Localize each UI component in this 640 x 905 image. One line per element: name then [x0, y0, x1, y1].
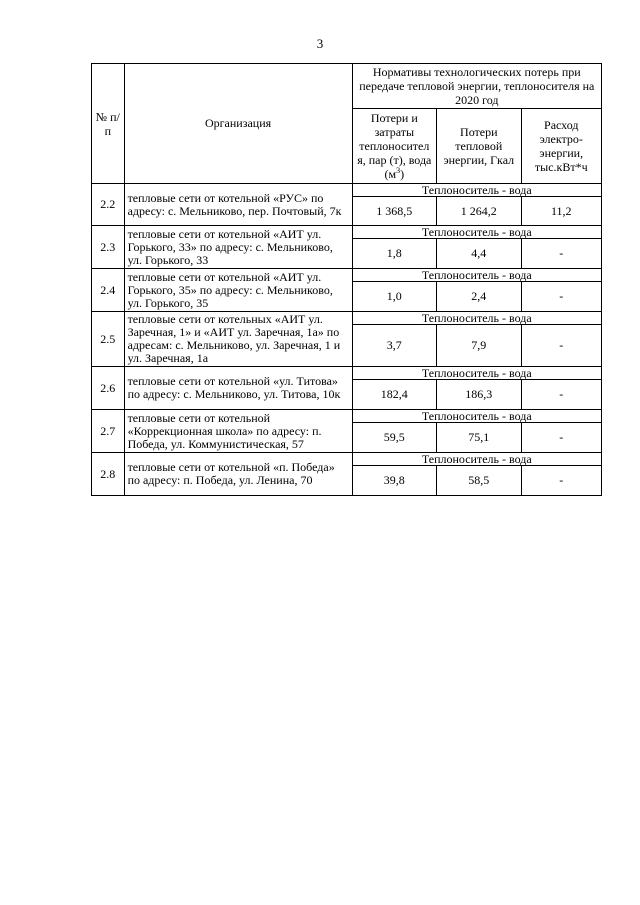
- organization-cell: тепловые сети от котельной «АИТ ул. Горького, 33» по адресу: с. Мельниково, ул. Горького, 33: [124, 226, 352, 269]
- heat-loss-value: 2,4: [437, 282, 521, 312]
- coolant-loss-value: 39,8: [352, 466, 436, 496]
- medium-cell: Теплоноситель - вода: [352, 184, 601, 197]
- table-row: [92, 226, 602, 239]
- norms-table: [91, 63, 602, 496]
- heat-loss-value: 75,1: [437, 423, 521, 453]
- organization-cell: тепловые сети от котельной «АИТ ул. Горького, 35» по адресу: с. Мельниково, ул. Горького, 35: [124, 269, 352, 312]
- page-number: 3: [316, 36, 324, 51]
- table-row: [92, 453, 602, 466]
- heat-loss-value: 186,3: [437, 380, 521, 410]
- electricity-value: -: [521, 325, 601, 367]
- coolant-loss-value: 182,4: [352, 380, 436, 410]
- table-row: [92, 269, 602, 282]
- header-num: № п/п: [92, 64, 125, 184]
- organization-cell: тепловые сети от котельной «Коррекционная школа» по адресу: п. Победа, ул. Коммунистическая, 57: [124, 410, 352, 453]
- medium-cell: Теплоноситель - вода: [352, 269, 601, 282]
- row-number: 2.8: [92, 453, 125, 496]
- header-electricity: Расход электро-энергии, тыс.кВт*ч: [521, 109, 601, 184]
- heat-loss-value: 4,4: [437, 239, 521, 269]
- row-number: 2.4: [92, 269, 125, 312]
- row-number: 2.2: [92, 184, 125, 226]
- coolant-loss-value: 1,8: [352, 239, 436, 269]
- organization-cell: тепловые сети от котельной «п. Победа» по адресу: п. Победа, ул. Ленина, 70: [124, 453, 352, 496]
- electricity-value: -: [521, 380, 601, 410]
- coolant-loss-value: 1 368,5: [352, 197, 436, 226]
- medium-cell: Теплоноситель - вода: [352, 226, 601, 239]
- coolant-loss-value: 59,5: [352, 423, 436, 453]
- coolant-loss-value: 1,0: [352, 282, 436, 312]
- coolant-loss-value: 3,7: [352, 325, 436, 367]
- row-number: 2.5: [92, 312, 125, 367]
- row-number: 2.7: [92, 410, 125, 453]
- table-row: [92, 312, 602, 325]
- table-row: [92, 367, 602, 380]
- electricity-value: -: [521, 423, 601, 453]
- electricity-value: -: [521, 239, 601, 269]
- row-number: 2.3: [92, 226, 125, 269]
- heat-loss-value: 58,5: [437, 466, 521, 496]
- electricity-value: -: [521, 282, 601, 312]
- medium-cell: Теплоноситель - вода: [352, 453, 601, 466]
- row-number: 2.6: [92, 367, 125, 410]
- header-heat-losses: Потери тепловой энергии, Гкал: [437, 109, 521, 184]
- medium-cell: Теплоноситель - вода: [352, 367, 601, 380]
- medium-cell: Теплоноситель - вода: [352, 312, 601, 325]
- electricity-value: 11,2: [521, 197, 601, 226]
- header-organization: Организация: [124, 64, 352, 184]
- table-row: [92, 184, 602, 197]
- organization-cell: тепловые сети от котельных «АИТ ул. Заречная, 1» и «АИТ ул. Заречная, 1а» по адресам: с. Мельниково, ул. Заречная, 1 и ул. Заречная, 1а: [124, 312, 352, 367]
- medium-cell: Теплоноситель - вода: [352, 410, 601, 423]
- header-norms-group: Нормативы технологических потерь при передаче тепловой энергии, теплоносителя на 2020 год: [352, 64, 601, 109]
- organization-cell: тепловые сети от котельной «РУС» по адресу: с. Мельниково, пер. Почтовый, 7к: [124, 184, 352, 226]
- header-coolant-losses: Потери и затраты теплоносител я, пар (т), вода $(м^3)$: [352, 109, 436, 184]
- electricity-value: -: [521, 466, 601, 496]
- organization-cell: тепловые сети от котельной «ул. Титова» по адресу: с. Мельниково, ул. Титова, 10к: [124, 367, 352, 410]
- heat-loss-value: 1 264,2: [437, 197, 521, 226]
- heat-loss-value: 7,9: [437, 325, 521, 367]
- table-row: [92, 410, 602, 423]
